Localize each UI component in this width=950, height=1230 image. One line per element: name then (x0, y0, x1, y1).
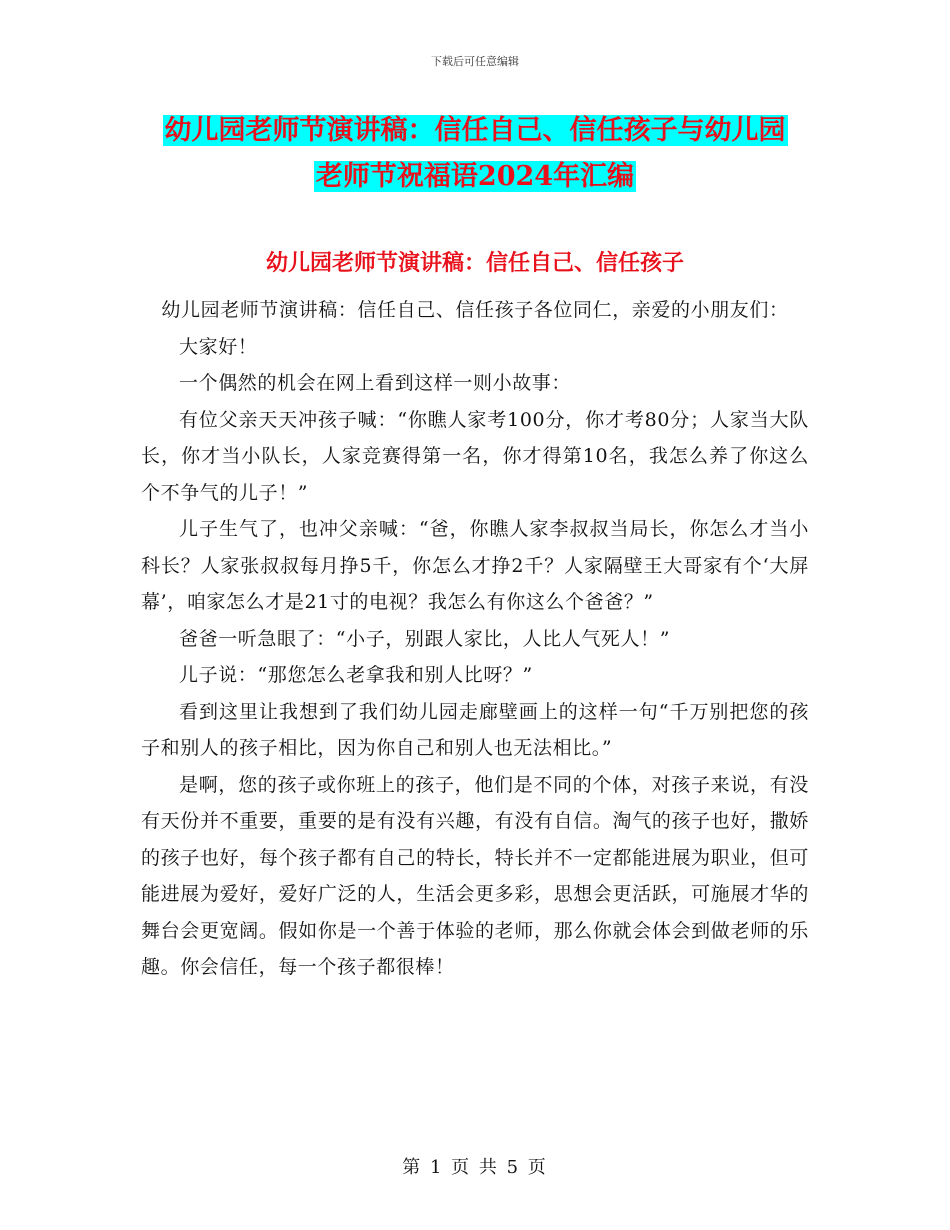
title-line-2: 老师节祝福语2024年汇编 (315, 161, 635, 192)
paragraph: 是啊，您的孩子或你班上的孩子，他们是不同的个体，对孩子来说，有没有天份并不重要，重要的是有没有兴趣，有没有自信。淘气的孩子也好，撒娇的孩子也好，每个孩子都有自己的特长，特长并不一定都能进展为职业，但可能进展为爱好，爱好广泛的人，生活会更多彩，思想会更活跃，可施展才华的舞台会更宽阔。假如你是一个善于体验的老师，那么你就会体会到做老师的乐趣。你会信任，每一个孩子都很棒！ (141, 773, 809, 978)
paragraph: 儿子说：“那您怎么老拿我和别人比呀？” (179, 664, 533, 686)
document-title (0, 108, 950, 200)
title-line-1: 幼儿园老师节演讲稿：信任自己、信任孩子与幼儿园 (164, 115, 786, 146)
section-subtitle: 幼儿园老师节演讲稿：信任自己、信任孩子 (265, 250, 684, 276)
paragraph: 爸爸一听急眼了：“小子，别跟人家比，人比人气死人！” (179, 627, 671, 650)
paragraph: 有位父亲天天冲孩子喊：“你瞧人家考100分，你才考80分；人家当大队长，你才当小队长，人家竞赛得第一名，你才得第10名，我怎么养了你这么个不争气的儿子！” (141, 408, 809, 504)
paragraph: 儿子生气了，也冲父亲喊：“爸，你瞧人家李叔叔当局长，你怎么才当小科长？人家张叔叔每月挣5千，你怎么才挣2千？人家隔壁王大哥家有个‘大屏幕’，咱家怎么才是21寸的电视？我怎么有你这么个爸爸？” (141, 518, 809, 613)
page-number: 第 1 页 共 5 页 (402, 1157, 548, 1178)
document-body (141, 292, 809, 986)
paragraph: 看到这里让我想到了我们幼儿园走廊壁画上的这样一句“千万别把您的孩子和别人的孩子相比，因为你自己和别人也无法相比。” (141, 700, 809, 759)
header-note: 下载后可任意编辑 (431, 55, 519, 68)
paragraph-intro: 幼儿园老师节演讲稿：信任自己、信任孩子各位同仁，亲爱的小朋友们： (161, 299, 789, 321)
paragraph: 大家好！ (179, 335, 258, 358)
paragraph: 一个偶然的机会在网上看到这样一则小故事： (179, 372, 572, 394)
